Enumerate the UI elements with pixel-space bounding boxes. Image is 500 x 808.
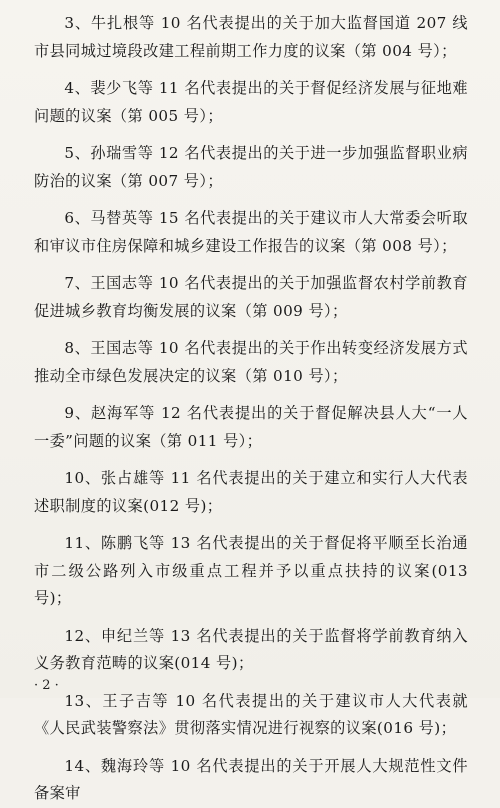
page-number: · 2 · (34, 678, 59, 693)
motion-item-10: 10、张占雄等 11 名代表提出的关于建立和实行人大代表述职制度的议案(012 号)； (34, 469, 468, 515)
motion-item-13: 13、王子吉等 10 名代表提出的关于建议市人大代表就《人民武装警察法》贯彻落实情况进行视察的议案(016 号)； (34, 691, 468, 737)
motion-item-6: 6、马替英等 15 名代表提出的关于建议市人大常委会听取和审议市住房保障和城乡建设工作报告的议案（第 008 号）； (34, 209, 468, 255)
motion-item-14: 14、魏海玲等 10 名代表提出的关于开展人大规范性文件备案审 (34, 756, 468, 802)
motion-item-8: 8、王国志等 10 名代表提出的关于作出转变经济发展方式推动全市绿色发展决定的议案（第 010 号）； (34, 339, 468, 385)
motion-item-4: 4、裴少飞等 11 名代表提出的关于督促经济发展与征地难问题的议案（第 005 号）； (34, 79, 468, 125)
motion-item-5: 5、孙瑞雪等 12 名代表提出的关于进一步加强监督职业病防治的议案（第 007 号）； (34, 144, 468, 190)
motion-item-7: 7、王国志等 10 名代表提出的关于加强监督农村学前教育促进城乡教育均衡发展的议案（第 009 号）； (34, 274, 468, 320)
motion-item-9: 9、赵海军等 12 名代表提出的关于督促解决县人大“一人一委”问题的议案（第 011 号）； (34, 404, 468, 450)
motion-item-3: 3、牛扎根等 10 名代表提出的关于加大监督国道 207 线市县同城过境段改建工程前期工作力度的议案（第 004 号）； (34, 14, 468, 60)
motion-item-12: 12、申纪兰等 13 名代表提出的关于监督将学前教育纳入义务教育范畴的议案(014 号)； (34, 626, 468, 672)
motion-item-11: 11、陈鹏飞等 13 名代表提出的关于督促将平顺至长治通市二级公路列入市级重点工程并予以重点扶持的议案(013 号)； (34, 534, 468, 607)
